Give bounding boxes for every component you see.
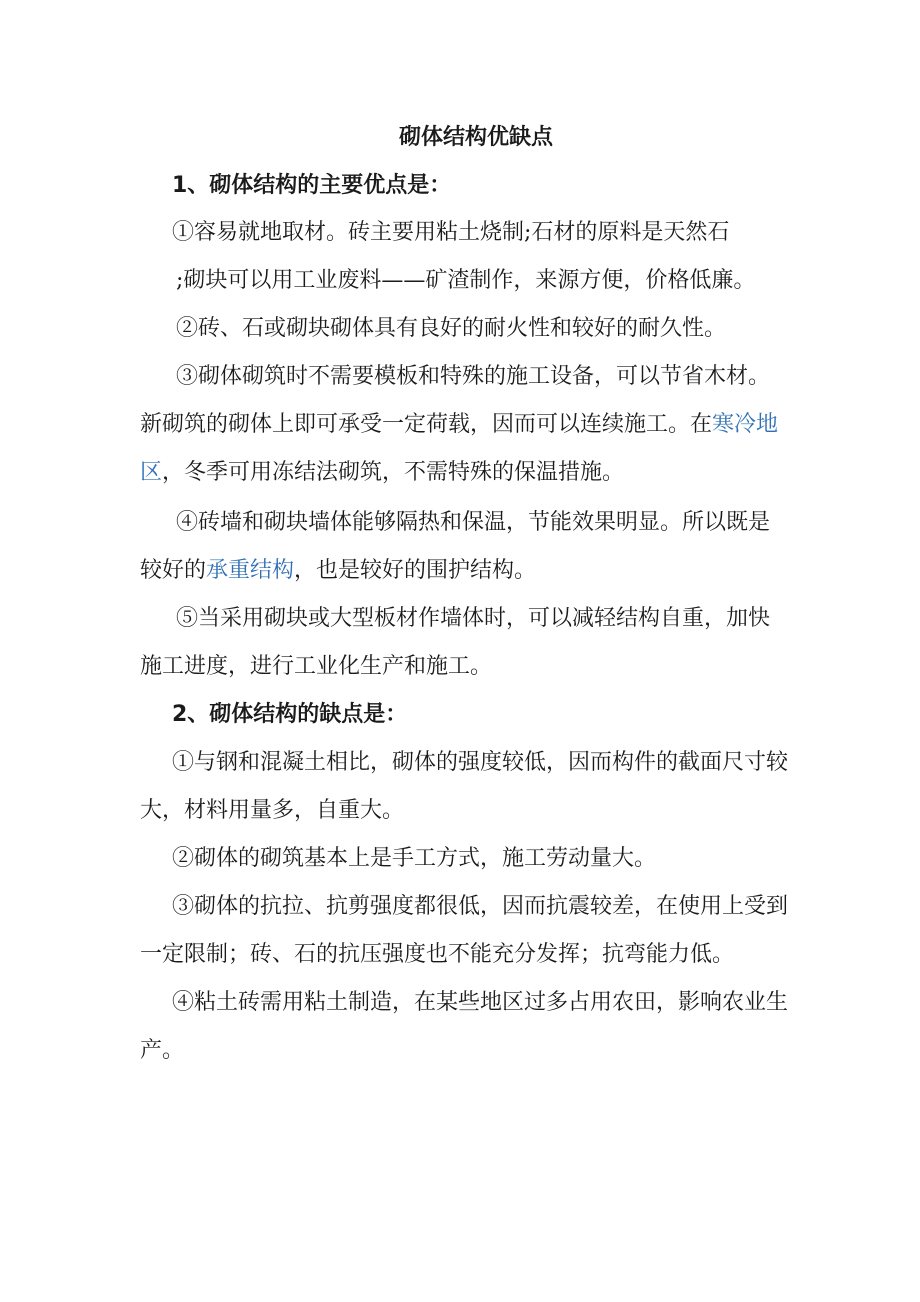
- advantage-4-post: ，也是较好的围护结构。: [294, 558, 537, 583]
- disadvantage-3-line-2: 一定限制；砖、石的抗压强度也不能充分发挥；抗弯能力低。: [140, 942, 735, 967]
- disadvantage-3-line-1: ③砌体的抗拉、抗剪强度都很低，因而抗震较差，在使用上受到: [172, 894, 789, 919]
- link-cold-region[interactable]: 寒冷地: [712, 412, 779, 437]
- advantage-4-pre: 较好的: [140, 558, 207, 583]
- section-1-heading: 1、砌体结构的主要优点是：: [172, 173, 452, 198]
- advantage-1-line-1: ①容易就地取材。砖主要用粘土烧制;石材的原料是天然石: [172, 220, 730, 245]
- link-cold-region-cont[interactable]: 区: [140, 460, 163, 485]
- disadvantage-1-line-1: ①与钢和混凝土相比，砌体的强度较低，因而构件的截面尺寸较: [172, 750, 789, 775]
- advantage-4-line-1: ④砖墙和砌块墙体能够隔热和保温，节能效果明显。所以既是: [176, 510, 771, 535]
- advantage-4-line-2: [140, 555, 536, 587]
- advantage-1-line-2: ;砌块可以用工业废料——矿渣制作，来源方便，价格低廉。: [176, 268, 756, 293]
- disadvantage-1-line-2: 大，材料用量多，自重大。: [140, 798, 405, 823]
- advantage-3-line-1: ③砌体砌筑时不需要模板和特殊的施工设备，可以节省木材。: [176, 364, 771, 389]
- advantage-3-text: 新砌筑的砌体上即可承受一定荷载，因而可以连续施工。在: [140, 412, 713, 437]
- advantage-2: ②砖、石或砌块砌体具有良好的耐火性和较好的耐久性。: [176, 316, 727, 341]
- advantage-3-line-2: [140, 409, 778, 441]
- advantage-3-line-3: [140, 457, 624, 489]
- disadvantage-2: ②砌体的砌筑基本上是手工方式，施工劳动量大。: [172, 846, 657, 871]
- advantage-5-line-1: ⑤当采用砌块或大型板材作墙体时，可以减轻结构自重，加快: [176, 606, 771, 631]
- disadvantage-4-line-2: 产。: [140, 1038, 185, 1063]
- section-2-heading: 2、砌体结构的缺点是：: [172, 702, 408, 727]
- advantage-3-text-cont: ，冬季可用冻结法砌筑，不需特殊的保温措施。: [162, 460, 625, 485]
- disadvantage-4-line-1: ④粘土砖需用粘土制造，在某些地区过多占用农田，影响农业生: [172, 990, 789, 1015]
- advantage-5-line-2: 施工进度，进行工业化生产和施工。: [140, 654, 493, 679]
- document-title: 砌体结构优缺点: [398, 125, 553, 150]
- link-load-bearing-structure[interactable]: 承重结构: [206, 558, 295, 583]
